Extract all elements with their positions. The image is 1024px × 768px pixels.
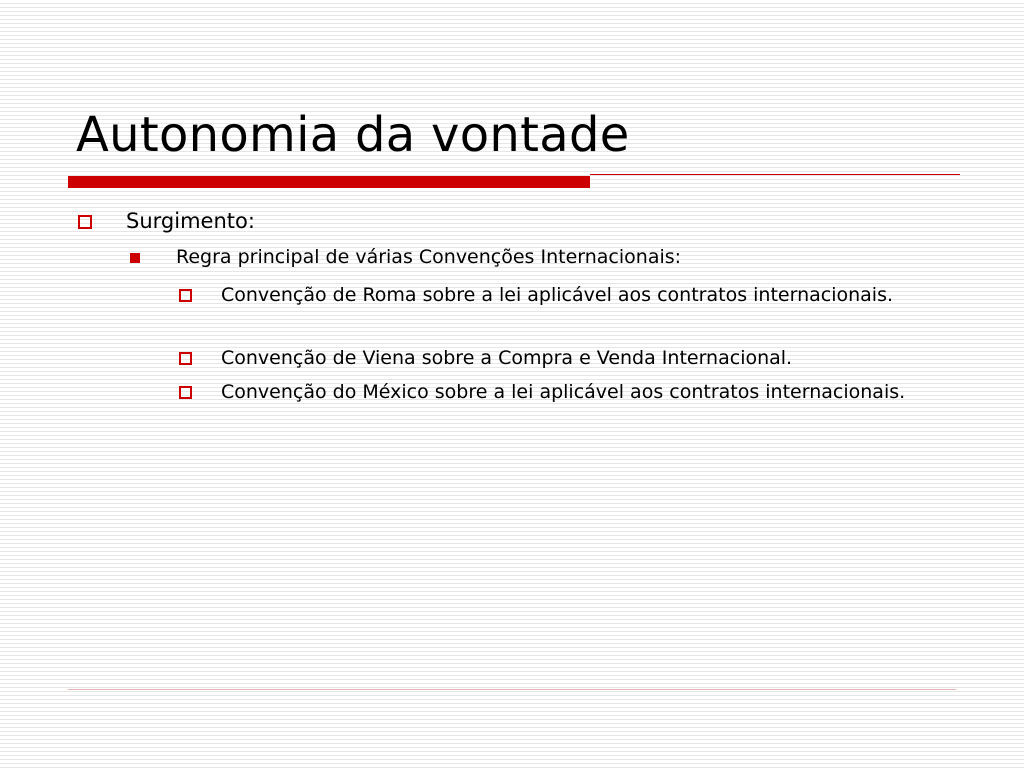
bullet-level3-text: Convenção do México sobre a lei aplicável aos contratos internacionais. xyxy=(221,381,906,403)
title-underline-bar xyxy=(68,176,590,188)
slide-title: Autonomia da vontade xyxy=(76,107,630,163)
bullet-level1 xyxy=(78,205,255,237)
hollow-square-bullet-icon xyxy=(179,386,192,399)
bullet-level3-item xyxy=(179,378,969,406)
hollow-square-bullet-icon xyxy=(78,215,92,229)
bullet-level2 xyxy=(130,243,681,271)
bullet-level1-text: Surgimento: xyxy=(126,209,255,233)
filled-square-bullet-icon xyxy=(130,253,140,263)
hollow-square-bullet-icon xyxy=(179,352,192,365)
bullet-level3-text: Convenção de Roma sobre a lei aplicável aos contratos internacionais. xyxy=(221,284,894,306)
footer-divider xyxy=(68,689,956,690)
bullet-level2-text: Regra principal de várias Convenções Internacionais: xyxy=(176,246,682,268)
bullet-level3-text: Convenção de Viena sobre a Compra e Venda Internacional. xyxy=(221,347,793,369)
bullet-level3-item xyxy=(179,344,969,372)
bullet-level3-item xyxy=(179,281,969,309)
title-underline-line xyxy=(590,174,960,175)
hollow-square-bullet-icon xyxy=(179,289,192,302)
